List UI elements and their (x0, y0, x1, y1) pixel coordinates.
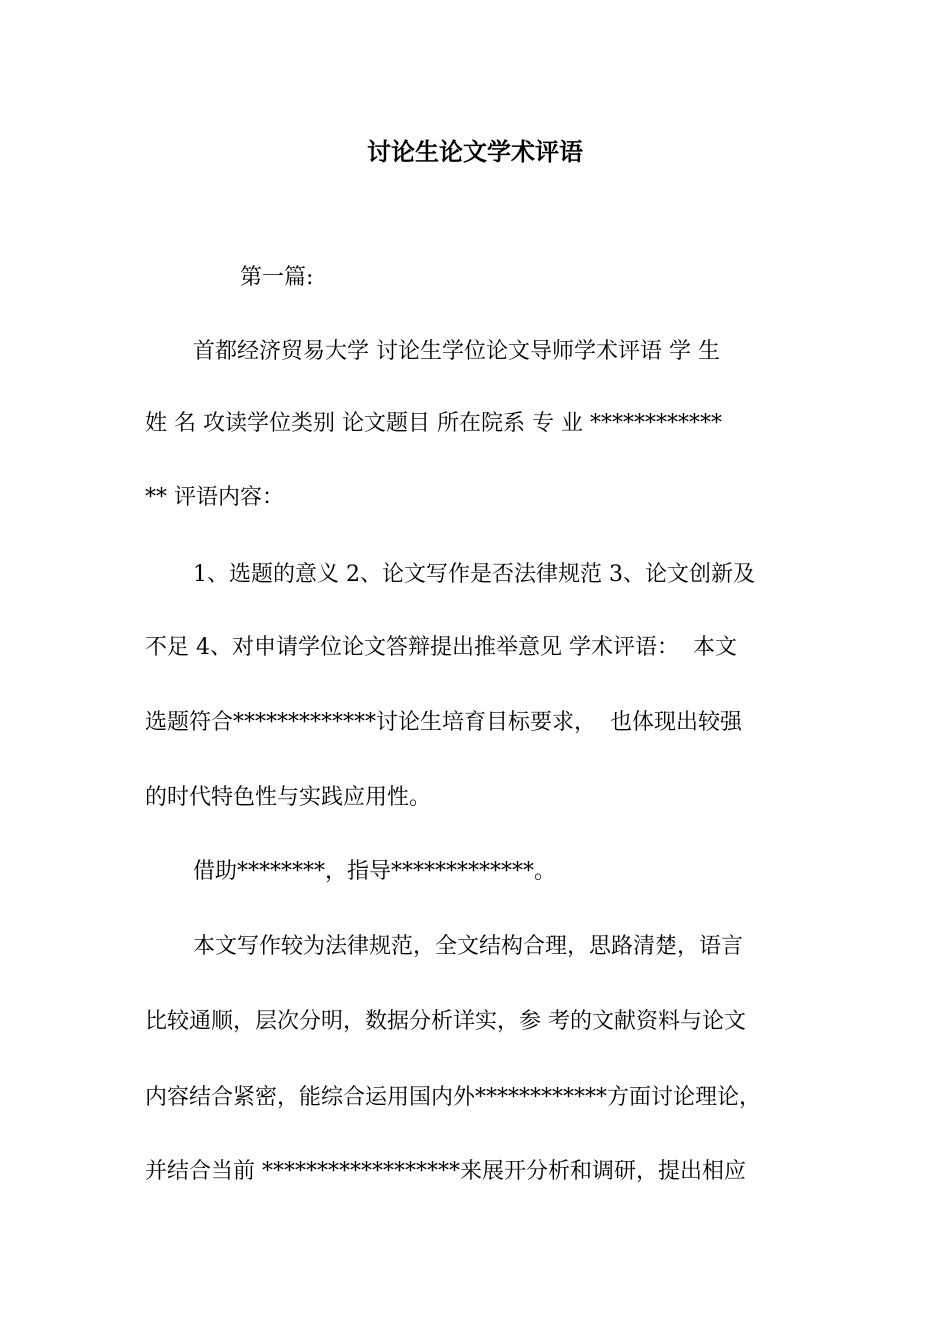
body-line: 选题符合*************讨论生培育目标要求， 也体现出较强 (145, 710, 742, 735)
body-line: 首都经济贸易大学 讨论生学位论文导师学术评语 学 生 (193, 339, 720, 364)
body-line: 本文写作较为法律规范，全文结构合理，思路清楚，语言 (193, 934, 744, 959)
body-line: 的时代特色性与实践应用性。 (145, 785, 432, 810)
body-line: 内容结合紧密，能综合运用国内外************方面讨论理论， (145, 1085, 762, 1110)
body-line: 1、选题的意义 2、论文写作是否法律规范 3、论文创新及 (193, 562, 755, 587)
body-line: 不足 4、对申请学位论文答辩提出推举意见 学术评语： 本文 (145, 635, 737, 660)
body-line: ** 评语内容： (145, 485, 284, 510)
section-heading: 第一篇: (240, 265, 314, 290)
body-line: 并结合当前 ******************来展开分析和调研，提出相应 (145, 1159, 746, 1184)
body-line: 姓 名 攻读学位类别 论文题目 所在院系 专 业 ************ (145, 411, 722, 436)
body-line: 比较通顺，层次分明，数据分析详实，参 考的文献资料与论文 (145, 1009, 746, 1034)
body-line: 借助********，指导*************。 (193, 859, 557, 884)
document-title: 讨论生论文学术评语 (367, 137, 583, 166)
